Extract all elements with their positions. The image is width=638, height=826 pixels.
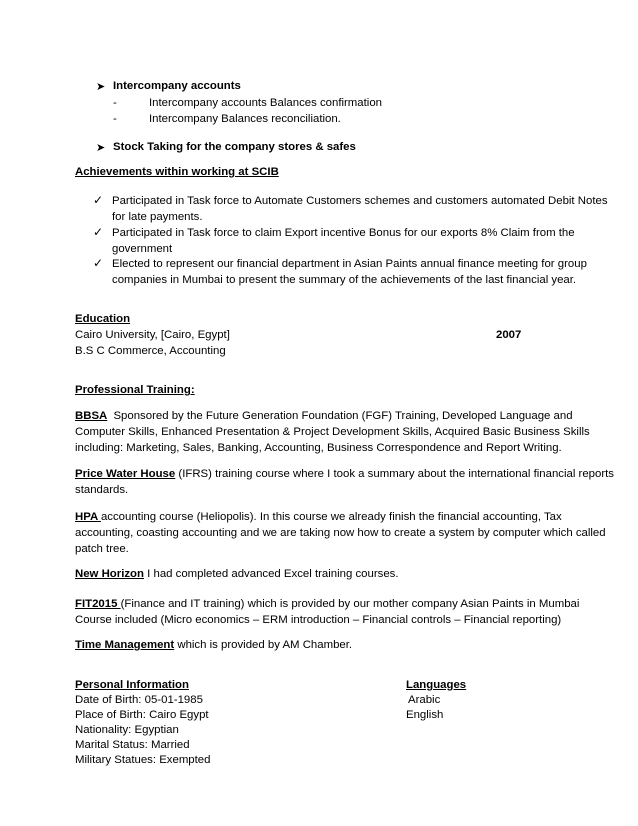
training-text: (IFRS) training course where I took a summary about the international financial reports	[175, 468, 614, 480]
education-degree: B.S C Commerce, Accounting	[75, 345, 226, 357]
achievements-heading: Achievements within working at SCIB	[75, 166, 279, 178]
personal-pob: Place of Birth: Cairo Egypt	[75, 709, 209, 721]
education-heading: Education	[75, 313, 131, 325]
language-item: English	[406, 709, 444, 721]
training-heading: Professional Training:	[75, 384, 195, 396]
training-text: accounting, coasting accounting and we are taking now how to create a system by computer which called	[75, 527, 606, 539]
personal-marital: Marital Status: Married	[75, 739, 190, 751]
personal-heading: Personal Information	[75, 679, 189, 691]
training-time	[75, 639, 352, 651]
training-text: standards.	[75, 484, 129, 496]
arrow-bullet-icon: ➤	[96, 142, 106, 154]
checkmark-icon: ✓	[93, 225, 104, 239]
training-text: Course included (Micro economics – ERM introduction – Financial controls – Financial reporting)	[75, 614, 562, 626]
training-name: HPA	[75, 511, 101, 523]
intercompany-item: Intercompany accounts Balances confirmation	[149, 97, 382, 109]
languages-heading: Languages	[406, 679, 467, 691]
dash-bullet: -	[113, 113, 117, 125]
training-text: patch tree.	[75, 543, 129, 555]
training-text: Computer Skills, Enhanced Presentation & Project Development Skills, Acquired Basic Business Skills	[75, 426, 590, 438]
arrow-bullet-icon: ➤	[96, 81, 106, 93]
training-text: (Finance and IT training) which is provided by our mother company Asian Paints in Mumbai	[120, 598, 580, 610]
training-text: which is provided by AM Chamber.	[174, 639, 353, 651]
personal-dob: Date of Birth: 05-01-1985	[75, 694, 203, 706]
language-item: Arabic	[408, 694, 441, 706]
training-pwh	[75, 468, 614, 480]
intercompany-heading-text: Intercompany accounts	[113, 80, 241, 92]
personal-nationality: Nationality: Egyptian	[75, 724, 179, 736]
intercompany-item: Intercompany Balances reconciliation.	[149, 113, 341, 125]
achievement-line: Participated in Task force to Automate Customers schemes and customers automated Debit Notes	[112, 195, 608, 207]
training-fit	[75, 598, 579, 610]
training-name: BBSA	[75, 410, 108, 422]
education-school: Cairo University, [Cairo, Egypt]	[75, 329, 230, 341]
training-horizon	[75, 568, 399, 580]
checkmark-icon: ✓	[93, 193, 104, 207]
dash-bullet: -	[113, 97, 117, 109]
personal-military: Military Statues: Exempted	[75, 754, 211, 766]
training-text: I had completed advanced Excel training courses.	[143, 568, 399, 580]
training-hpa	[75, 511, 562, 523]
training-text: accounting course (Heliopolis). In this course we already finish the financial accounting, Tax	[100, 511, 562, 523]
training-bbsa	[75, 410, 573, 422]
training-name: Price Water House	[75, 468, 176, 480]
training-text: including: Marketing, Sales, Banking, Accounting, Business Correspondence and Report Writing.	[75, 442, 562, 454]
achievement-line: government	[112, 243, 173, 255]
training-name: FIT2015	[75, 598, 121, 610]
training-name: New Horizon	[75, 568, 144, 580]
training-text: Sponsored by the Future Generation Foundation (FGF) Training, Developed Language and	[113, 410, 573, 422]
checkmark-icon: ✓	[93, 256, 104, 270]
achievement-line: for late payments.	[112, 211, 203, 223]
achievement-line: companies in Mumbai to present the summary of the achievements of the last financial year.	[112, 274, 577, 286]
education-year: 2007	[496, 329, 522, 341]
achievement-line: Participated in Task force to claim Export incentive Bonus for our exports 8% Claim from the	[112, 227, 575, 239]
training-name: Time Management	[75, 639, 175, 651]
stock-taking-heading-text: Stock Taking for the company stores & safes	[113, 141, 356, 153]
achievement-line: Elected to represent our financial department in Asian Paints annual finance meeting for group	[112, 258, 587, 270]
